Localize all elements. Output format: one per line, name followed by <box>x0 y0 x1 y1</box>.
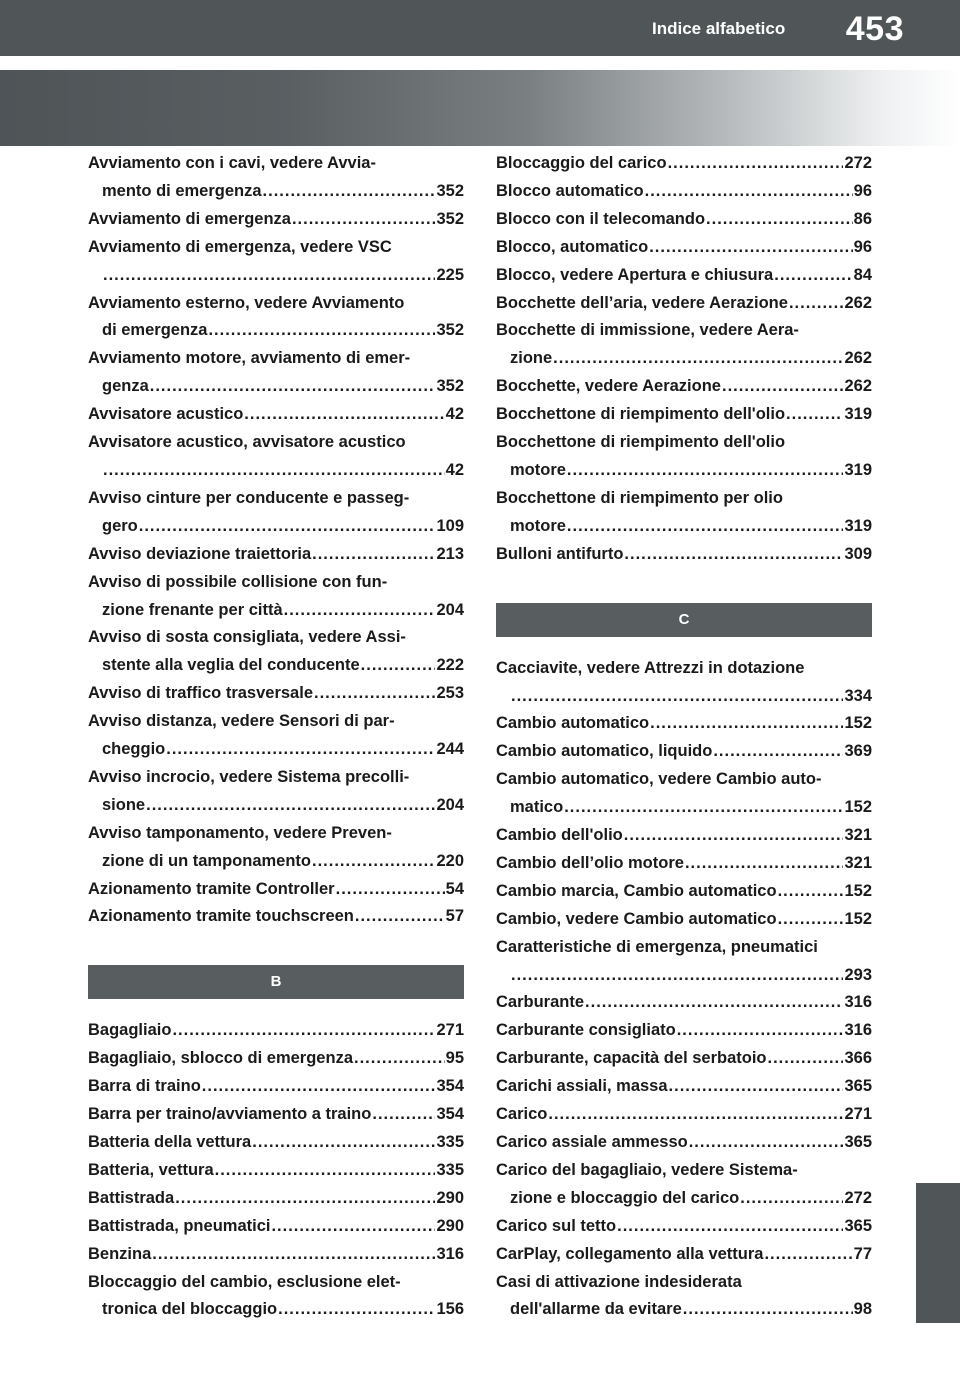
page-reference: 204 <box>436 600 464 619</box>
index-entry-text: mento di emergenza <box>102 181 262 200</box>
leader-dots <box>677 1017 844 1045</box>
leader-dots <box>511 962 843 990</box>
leader-dots <box>722 373 843 401</box>
index-column-right <box>496 150 872 1324</box>
leader-dots <box>208 317 435 345</box>
page-reference: 86 <box>853 209 872 228</box>
page-reference: 365 <box>844 1133 872 1151</box>
page-reference: 352 <box>436 209 464 228</box>
index-entry-text: Carico del bagagliaio, vedere Sistema- <box>496 1160 798 1179</box>
leader-dots <box>564 794 843 822</box>
index-entry <box>88 1073 464 1101</box>
leader-dots <box>764 1241 852 1269</box>
page-reference: 321 <box>844 826 872 845</box>
page-reference: 262 <box>844 377 872 396</box>
page-reference: 152 <box>844 714 872 733</box>
index-entry-text: Barra di traino <box>88 1077 201 1096</box>
page-reference: 262 <box>844 293 872 312</box>
index-entry-text: Avviso distanza, vedere Sensori di par- <box>88 712 395 731</box>
index-entry-text: tronica del bloccaggio <box>102 1300 278 1319</box>
leader-dots <box>244 401 444 429</box>
index-entry <box>496 989 872 1017</box>
leader-dots <box>685 850 844 878</box>
leader-dots <box>789 290 844 318</box>
leader-dots <box>146 792 435 820</box>
index-entry <box>88 1185 464 1213</box>
index-entry <box>88 429 464 485</box>
side-thumb-tab <box>916 1183 960 1323</box>
leader-dots <box>706 206 853 234</box>
page-reference: 352 <box>436 377 464 396</box>
index-column-left <box>88 150 464 1324</box>
index-entry <box>496 878 872 906</box>
page-reference: 152 <box>844 909 872 928</box>
page-reference: 335 <box>436 1133 464 1151</box>
page-reference: 309 <box>844 544 872 563</box>
index-entry-text: Batteria della vettura <box>88 1133 252 1151</box>
page-reference: 54 <box>445 879 464 898</box>
index-entry <box>88 290 464 346</box>
index-entry-text: Bocchette di immissione, vedere Aera- <box>496 321 799 340</box>
index-entry-text: Cambio automatico <box>496 714 650 733</box>
page-reference: 220 <box>436 851 464 870</box>
leader-dots <box>768 1045 844 1073</box>
index-entry <box>496 290 872 318</box>
index-entry-text: Carichi assiali, massa <box>496 1077 668 1096</box>
leader-dots <box>354 1045 445 1073</box>
index-entry-text: Avvisatore acustico <box>88 405 244 424</box>
leader-dots <box>567 457 844 485</box>
page-reference: 152 <box>844 798 872 817</box>
page-reference: 225 <box>436 265 464 284</box>
page-reference: 98 <box>853 1300 872 1319</box>
index-entry-text: Bulloni antifurto <box>496 544 624 563</box>
index-entry <box>88 903 464 931</box>
index-entry-text: zione e bloccaggio del carico <box>510 1188 740 1207</box>
index-entry <box>496 1017 872 1045</box>
index-entry-text: Carburante <box>496 993 585 1012</box>
index-entry-text: Cambio marcia, Cambio automatico <box>496 881 777 900</box>
index-entry-text: Avviso deviazione traiettoria <box>88 544 312 563</box>
letter-heading-b: B <box>88 965 464 999</box>
index-entry <box>88 1157 464 1185</box>
page-reference: 271 <box>436 1021 464 1040</box>
index-entry <box>496 1045 872 1073</box>
leader-dots <box>553 345 843 373</box>
index-entry <box>496 766 872 822</box>
page-reference: 204 <box>436 795 464 814</box>
leader-dots <box>103 262 435 290</box>
index-entry <box>88 345 464 401</box>
page-reference: 321 <box>844 853 872 872</box>
page-reference: 156 <box>436 1300 464 1319</box>
index-entry-text: Avviso di possibile collisione con fun- <box>88 572 388 591</box>
index-entry-text: Bloccaggio del carico <box>496 154 667 172</box>
page-reference: 271 <box>844 1105 872 1124</box>
page-reference: 316 <box>844 993 872 1012</box>
index-entry <box>496 1269 872 1325</box>
entries-b2-list <box>496 150 872 569</box>
index-entry <box>496 1157 872 1213</box>
page-reference: 222 <box>436 656 464 675</box>
leader-dots <box>172 1017 435 1045</box>
index-entry-text: Avviso cinture per conducente e passeg- <box>88 488 410 507</box>
page-reference: 293 <box>844 965 872 984</box>
page-reference: 95 <box>445 1049 464 1068</box>
page-number: 453 <box>845 10 904 48</box>
index-entry-text: Batteria, vettura <box>88 1160 214 1179</box>
index-entry-text: sione <box>102 795 146 814</box>
index-entry <box>496 429 872 485</box>
index-entry-text: Battistrada, pneumatici <box>88 1216 271 1235</box>
index-entry-text: Benzina <box>88 1244 152 1263</box>
page-reference: 354 <box>436 1077 464 1096</box>
index-entry-text: zione <box>510 349 553 368</box>
page-reference: 42 <box>445 460 464 479</box>
leader-dots <box>683 1296 853 1324</box>
leader-dots <box>263 178 436 206</box>
index-entry-text: Cacciavite, vedere Attrezzi in dotazione <box>496 658 805 677</box>
index-entry-text: Avviso di sosta consigliata, vedere Assi- <box>88 628 406 647</box>
leader-dots <box>649 234 852 262</box>
index-entry <box>88 820 464 876</box>
index-entry <box>88 1045 464 1073</box>
index-entry <box>88 206 464 234</box>
index-entry-text: Blocco con il telecomando <box>496 209 706 228</box>
index-entry-text: Carburante, capacità del serbatoio <box>496 1049 767 1068</box>
page-reference: 244 <box>436 740 464 759</box>
index-entry-text: Cambio, vedere Cambio automatico <box>496 909 777 928</box>
index-entry-text: genza <box>102 377 149 396</box>
page-reference: 335 <box>436 1160 464 1179</box>
index-entry <box>88 1101 464 1129</box>
index-entry <box>88 708 464 764</box>
index-entry <box>496 822 872 850</box>
index-entry <box>496 178 872 206</box>
index-entry-text: Avviamento con i cavi, vedere Avvia- <box>88 154 376 172</box>
leader-dots <box>292 206 436 234</box>
leader-dots <box>548 1101 843 1129</box>
index-entry <box>496 206 872 234</box>
index-entry-text: Avviamento di emergenza, vedere VSC <box>88 237 392 256</box>
index-entry <box>88 401 464 429</box>
index-entry <box>88 150 464 206</box>
page-reference: 354 <box>436 1105 464 1124</box>
leader-dots <box>166 736 435 764</box>
letter-heading-c: C <box>496 603 872 637</box>
page-reference: 96 <box>853 237 872 256</box>
index-entry-text: Blocco, automatico <box>496 237 649 256</box>
page-reference: 96 <box>853 181 872 200</box>
index-entry <box>496 934 872 990</box>
leader-dots <box>713 738 843 766</box>
index-entry-text: Cambio automatico, vedere Cambio auto- <box>496 770 822 789</box>
index-entry <box>88 485 464 541</box>
page-reference: 316 <box>436 1244 464 1263</box>
index-entry <box>496 485 872 541</box>
page-reference: 290 <box>436 1216 464 1235</box>
page-reference: 272 <box>844 1188 872 1207</box>
leader-dots <box>567 513 844 541</box>
leader-dots <box>624 541 843 569</box>
index-entry-text: Barra per traino/avviamento a traino <box>88 1105 372 1124</box>
index-entry <box>88 1269 464 1325</box>
index-entry <box>496 1213 872 1241</box>
page-reference: 352 <box>436 321 464 340</box>
index-entry <box>88 569 464 625</box>
leader-dots <box>252 1129 435 1157</box>
index-entry-text: Avvisatore acustico, avvisatore acustico <box>88 433 406 452</box>
leader-dots <box>585 989 843 1017</box>
index-entry-text: Avviamento esterno, vedere Avviamento <box>88 293 405 312</box>
page-reference: 316 <box>844 1021 872 1040</box>
index-entry <box>496 317 872 373</box>
page-reference: 352 <box>436 181 464 200</box>
leader-dots <box>774 262 852 290</box>
page-reference: 42 <box>445 405 464 424</box>
page-reference: 319 <box>844 516 872 535</box>
index-entry-text: matico <box>510 798 564 817</box>
index-entry <box>496 1073 872 1101</box>
index-entry-text: Carico sul tetto <box>496 1216 617 1235</box>
index-entry <box>88 234 464 290</box>
index-entry-text: Avviso di traffico trasversale <box>88 684 313 703</box>
leader-dots <box>740 1185 843 1213</box>
page-reference: 319 <box>844 460 872 479</box>
index-entry-text: Carburante consigliato <box>496 1021 676 1040</box>
leader-dots <box>312 541 435 569</box>
index-entry <box>496 738 872 766</box>
entries-b-list <box>88 1017 464 1324</box>
leader-dots <box>284 597 436 625</box>
index-entry-text: Avviso incrocio, vedere Sistema precolli- <box>88 767 410 786</box>
index-entry-text: Bocchette, vedere Aerazione <box>496 377 721 396</box>
index-entry-text: Casi di attivazione indesiderata <box>496 1272 742 1291</box>
index-entry <box>496 373 872 401</box>
index-entry <box>496 1241 872 1269</box>
leader-dots <box>778 906 844 934</box>
index-entry-text: zione frenante per città <box>102 600 283 619</box>
page-reference: 334 <box>844 686 872 705</box>
index-entry-text: Bloccaggio del cambio, esclusione elet- <box>88 1272 401 1291</box>
leader-dots <box>312 848 435 876</box>
index-entry-text: Bocchettone di riempimento per olio <box>496 488 783 507</box>
leader-dots <box>511 683 843 711</box>
section-title: Indice alfabetico <box>652 19 786 38</box>
leader-dots <box>139 513 436 541</box>
index-entry <box>496 710 872 738</box>
leader-dots <box>336 876 445 904</box>
entries-c-list <box>496 655 872 1325</box>
leader-dots <box>314 680 435 708</box>
entries-a-list <box>88 150 464 931</box>
index-entry <box>88 1241 464 1269</box>
leader-dots <box>361 652 436 680</box>
page-reference: 109 <box>436 516 464 535</box>
index-entry-text: Carico <box>496 1105 548 1124</box>
index-entry <box>88 876 464 904</box>
index-entry-text: Avviso tamponamento, vedere Preven- <box>88 823 392 842</box>
page-reference: 262 <box>844 349 872 368</box>
index-entry-text: Carico assiale ammesso <box>496 1133 688 1151</box>
index-entry-text: gero <box>102 516 138 535</box>
leader-dots <box>278 1296 435 1324</box>
leader-dots <box>202 1073 436 1101</box>
leader-dots <box>372 1101 435 1129</box>
index-entry-text: Caratteristiche di emergenza, pneumatici <box>496 937 818 956</box>
page-reference: 152 <box>844 881 872 900</box>
leader-dots <box>786 401 843 429</box>
leader-dots <box>669 1073 844 1101</box>
leader-dots <box>175 1185 435 1213</box>
index-entry-text: stente alla veglia del conducente <box>102 656 360 675</box>
index-entry-text: dell'allarme da evitare <box>510 1300 682 1319</box>
page-reference: 272 <box>844 154 872 172</box>
index-entry <box>496 1129 872 1157</box>
index-entry <box>496 150 872 178</box>
index-entry <box>496 262 872 290</box>
index-entry <box>88 680 464 708</box>
leader-dots <box>215 1157 436 1185</box>
page-reference: 290 <box>436 1188 464 1207</box>
index-entry <box>496 850 872 878</box>
index-entry <box>496 655 872 711</box>
index-entry-text: motore <box>510 460 566 479</box>
page-reference: 319 <box>844 405 872 424</box>
index-entry <box>88 624 464 680</box>
index-entry <box>88 1129 464 1157</box>
page-reference: 366 <box>844 1049 872 1068</box>
index-entry <box>88 1017 464 1045</box>
index-entry-text: Blocco automatico <box>496 181 644 200</box>
index-entry-text: Bagagliaio <box>88 1021 172 1040</box>
index-entry <box>496 1101 872 1129</box>
index-entry-text: cheggio <box>102 740 166 759</box>
leader-dots <box>624 822 844 850</box>
index-entry-text: Blocco, vedere Apertura e chiusura <box>496 265 774 284</box>
page-reference: 57 <box>445 907 464 926</box>
page-reference: 365 <box>844 1216 872 1235</box>
leader-dots <box>103 457 445 485</box>
page-reference: 77 <box>853 1244 872 1263</box>
index-entry <box>88 764 464 820</box>
leader-dots <box>645 178 853 206</box>
page-reference: 253 <box>436 684 464 703</box>
page-reference: 84 <box>853 265 872 284</box>
index-entry-text: zione di un tamponamento <box>102 851 311 870</box>
page-reference: 213 <box>436 544 464 563</box>
decorative-gradient-band <box>0 70 960 146</box>
header-bar <box>0 0 960 56</box>
page-reference: 369 <box>844 742 872 761</box>
index-entry <box>88 1213 464 1241</box>
index-entry-text: CarPlay, collegamento alla vettura <box>496 1244 764 1263</box>
index-entry-text: Azionamento tramite touchscreen <box>88 907 354 926</box>
leader-dots <box>778 878 844 906</box>
leader-dots <box>355 903 445 931</box>
leader-dots <box>150 373 436 401</box>
index-entry-text: Cambio dell'olio <box>496 826 623 845</box>
index-entry <box>496 401 872 429</box>
index-entry-text: Bocchettone di riempimento dell'olio <box>496 405 786 424</box>
index-entry <box>88 541 464 569</box>
index-entry-text: motore <box>510 516 566 535</box>
index-entry <box>496 541 872 569</box>
index-entry <box>496 234 872 262</box>
page-reference: 365 <box>844 1077 872 1096</box>
leader-dots <box>668 150 844 178</box>
leader-dots <box>689 1129 844 1157</box>
index-entry-text: Cambio dell’olio motore <box>496 853 684 872</box>
index-entry-text: Bagagliaio, sblocco di emergenza <box>88 1049 353 1068</box>
leader-dots <box>152 1241 435 1269</box>
index-entry-text: Avviamento motore, avviamento di emer- <box>88 349 411 368</box>
index-entry-text: Azionamento tramite Controller <box>88 879 335 898</box>
leader-dots <box>617 1213 843 1241</box>
index-entry-text: Bocchettone di riempimento dell'olio <box>496 433 786 452</box>
index-entry-text: Bocchette dell’aria, vedere Aerazione <box>496 293 788 312</box>
leader-dots <box>650 710 843 738</box>
index-entry-text: Battistrada <box>88 1188 175 1207</box>
leader-dots <box>271 1213 435 1241</box>
index-entry-text: di emergenza <box>102 321 208 340</box>
index-entry-text: Cambio automatico, liquido <box>496 742 713 761</box>
index-entry <box>496 906 872 934</box>
index-entry-text: Avviamento di emergenza <box>88 209 291 228</box>
